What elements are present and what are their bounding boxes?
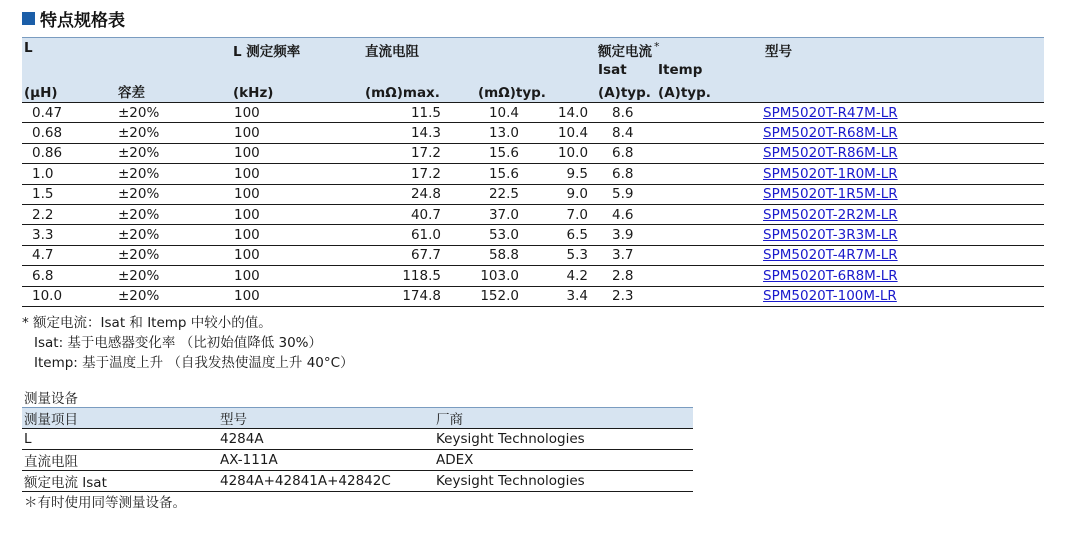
part-number-link[interactable]: SPM5020T-3R3M-LR <box>763 227 898 244</box>
cell-dcr-typ: 58.8 <box>443 245 523 265</box>
cell-dcr-max: 40.7 <box>363 204 443 224</box>
header-rated-current: 额定电流 * <box>596 38 763 61</box>
cell-dcr-max: 14.3 <box>363 123 443 143</box>
equipment-table <box>22 407 693 492</box>
equip-cell-maker: Keysight Technologies <box>434 471 693 492</box>
header-l-unit: (µH) <box>22 79 116 103</box>
cell-dcr-max: 17.2 <box>363 164 443 184</box>
footnote-1: * 额定电流：Isat 和 Itemp 中较小的值。 <box>22 315 272 331</box>
cell-inductance: 2.2 <box>22 204 116 224</box>
cell-tolerance: ±20% <box>116 204 231 224</box>
cell-part-number <box>763 184 1044 204</box>
cell-dcr-max: 61.0 <box>363 225 443 245</box>
part-number-link[interactable]: SPM5020T-2R2M-LR <box>763 206 898 223</box>
cell-tolerance: ±20% <box>116 266 231 286</box>
cell-inductance: 10.0 <box>22 286 116 306</box>
table-row <box>22 103 1044 123</box>
title-square-icon <box>22 12 35 25</box>
cell-dcr-max: 118.5 <box>363 266 443 286</box>
cell-frequency: 100 <box>231 225 363 245</box>
cell-itemp: 6.8 <box>596 164 656 184</box>
cell-isat: 7.0 <box>523 204 596 224</box>
cell-tolerance: ±20% <box>116 225 231 245</box>
equipment-note: ＊有时使用同等测量设备。 <box>24 495 186 511</box>
table-row <box>22 471 693 492</box>
cell-isat: 3.4 <box>523 286 596 306</box>
cell-tolerance: ±20% <box>116 123 231 143</box>
page-title-text: 特点规格表 <box>40 10 125 31</box>
cell-itemp: 3.9 <box>596 225 656 245</box>
part-number-link[interactable]: SPM5020T-6R8M-LR <box>763 267 898 284</box>
cell-tolerance: ±20% <box>116 103 231 123</box>
cell-isat: 9.5 <box>523 164 596 184</box>
cell-isat: 6.5 <box>523 225 596 245</box>
cell-dcr-max: 67.7 <box>363 245 443 265</box>
header-itemp-unit: (A)typ. <box>656 79 763 103</box>
cell-tolerance: ±20% <box>116 286 231 306</box>
header-dcr-typ: (mΩ)typ. <box>443 79 596 103</box>
footnotes <box>22 313 354 373</box>
cell-itemp: 8.4 <box>596 123 656 143</box>
cell-part-number <box>763 204 1044 224</box>
cell-dcr-max: 24.8 <box>363 184 443 204</box>
cell-part-number <box>763 103 1044 123</box>
table-row <box>22 143 1044 163</box>
cell-part-number <box>763 286 1044 306</box>
spec-table <box>22 37 1044 307</box>
part-number-link[interactable]: SPM5020T-100M-LR <box>763 288 897 305</box>
header-dcr: 直流电阻 <box>363 38 596 61</box>
cell-frequency: 100 <box>231 164 363 184</box>
cell-itemp: 6.8 <box>596 143 656 163</box>
cell-frequency: 100 <box>231 204 363 224</box>
table-row <box>22 450 693 471</box>
table-row <box>22 123 1044 143</box>
cell-part-number <box>763 266 1044 286</box>
equip-cell-item: 直流电阻 <box>22 450 218 471</box>
cell-inductance: 0.86 <box>22 143 116 163</box>
footnote-3: Itemp: 基于温度上升 （自我发热使温度上升 40°C） <box>34 355 354 371</box>
table-row <box>22 225 1044 245</box>
header-isat: Isat <box>596 60 656 79</box>
equip-cell-maker: ADEX <box>434 450 693 471</box>
cell-inductance: 4.7 <box>22 245 116 265</box>
part-number-link[interactable]: SPM5020T-R86M-LR <box>763 145 898 162</box>
table-row <box>22 429 693 450</box>
cell-part-number <box>763 143 1044 163</box>
part-number-link[interactable]: SPM5020T-R68M-LR <box>763 125 898 142</box>
part-number-link[interactable]: SPM5020T-1R0M-LR <box>763 165 898 182</box>
cell-frequency: 100 <box>231 245 363 265</box>
table-row <box>22 286 1044 306</box>
header-l: L <box>22 38 116 61</box>
cell-part-number <box>763 225 1044 245</box>
cell-inductance: 3.3 <box>22 225 116 245</box>
cell-inductance: 1.0 <box>22 164 116 184</box>
cell-isat: 10.4 <box>523 123 596 143</box>
header-tolerance: 容差 <box>116 79 231 103</box>
cell-itemp: 2.8 <box>596 266 656 286</box>
table-row <box>22 164 1044 184</box>
cell-frequency: 100 <box>231 123 363 143</box>
cell-dcr-max: 17.2 <box>363 143 443 163</box>
equip-cell-model: 4284A <box>218 429 434 450</box>
cell-itemp: 5.9 <box>596 184 656 204</box>
equipment-title: 测量设备 <box>24 391 78 407</box>
equip-cell-maker: Keysight Technologies <box>434 429 693 450</box>
page-title <box>22 6 125 30</box>
table-row <box>22 266 1044 286</box>
equip-cell-item: L <box>22 429 218 450</box>
cell-itemp: 8.6 <box>596 103 656 123</box>
equip-header-model: 型号 <box>218 408 434 429</box>
cell-frequency: 100 <box>231 143 363 163</box>
cell-isat: 10.0 <box>523 143 596 163</box>
cell-part-number <box>763 164 1044 184</box>
cell-tolerance: ±20% <box>116 245 231 265</box>
header-isat-unit: (A)typ. <box>596 79 656 103</box>
header-freq-unit: (kHz) <box>231 79 363 103</box>
cell-inductance: 6.8 <box>22 266 116 286</box>
cell-tolerance: ±20% <box>116 143 231 163</box>
header-part: 型号 <box>763 38 1044 61</box>
cell-tolerance: ±20% <box>116 184 231 204</box>
cell-itemp: 2.3 <box>596 286 656 306</box>
cell-inductance: 1.5 <box>22 184 116 204</box>
cell-isat: 9.0 <box>523 184 596 204</box>
header-itemp: Itemp <box>656 60 763 79</box>
part-number-link[interactable]: SPM5020T-R47M-LR <box>763 104 898 121</box>
header-dcr-max: (mΩ)max. <box>363 79 443 103</box>
cell-isat: 4.2 <box>523 266 596 286</box>
table-row <box>22 204 1044 224</box>
part-number-link[interactable]: SPM5020T-1R5M-LR <box>763 186 898 203</box>
cell-itemp: 4.6 <box>596 204 656 224</box>
cell-frequency: 100 <box>231 184 363 204</box>
cell-dcr-typ: 103.0 <box>443 266 523 286</box>
cell-isat: 5.3 <box>523 245 596 265</box>
rated-star: * <box>654 40 660 53</box>
cell-itemp: 3.7 <box>596 245 656 265</box>
cell-isat: 14.0 <box>523 103 596 123</box>
cell-part-number <box>763 245 1044 265</box>
cell-dcr-typ: 22.5 <box>443 184 523 204</box>
cell-frequency: 100 <box>231 103 363 123</box>
cell-dcr-max: 11.5 <box>363 103 443 123</box>
equip-header-maker: 厂商 <box>434 408 693 429</box>
table-row <box>22 245 1044 265</box>
equip-header-item: 测量项目 <box>22 408 218 429</box>
cell-dcr-typ: 53.0 <box>443 225 523 245</box>
equip-cell-model: AX-111A <box>218 450 434 471</box>
table-row <box>22 184 1044 204</box>
cell-inductance: 0.68 <box>22 123 116 143</box>
cell-dcr-typ: 15.6 <box>443 164 523 184</box>
cell-frequency: 100 <box>231 286 363 306</box>
part-number-link[interactable]: SPM5020T-4R7M-LR <box>763 247 898 264</box>
cell-dcr-typ: 13.0 <box>443 123 523 143</box>
cell-dcr-typ: 10.4 <box>443 103 523 123</box>
equip-cell-item: 额定电流 Isat <box>22 471 218 492</box>
cell-dcr-typ: 15.6 <box>443 143 523 163</box>
header-freq: L 测定频率 <box>231 38 363 61</box>
cell-part-number <box>763 123 1044 143</box>
cell-dcr-typ: 152.0 <box>443 286 523 306</box>
cell-inductance: 0.47 <box>22 103 116 123</box>
equip-cell-model: 4284A+42841A+42842C <box>218 471 434 492</box>
cell-tolerance: ±20% <box>116 164 231 184</box>
cell-frequency: 100 <box>231 266 363 286</box>
footnote-2: Isat: 基于电感器变化率 （比初始值降低 30%） <box>34 335 323 351</box>
cell-dcr-typ: 37.0 <box>443 204 523 224</box>
cell-dcr-max: 174.8 <box>363 286 443 306</box>
